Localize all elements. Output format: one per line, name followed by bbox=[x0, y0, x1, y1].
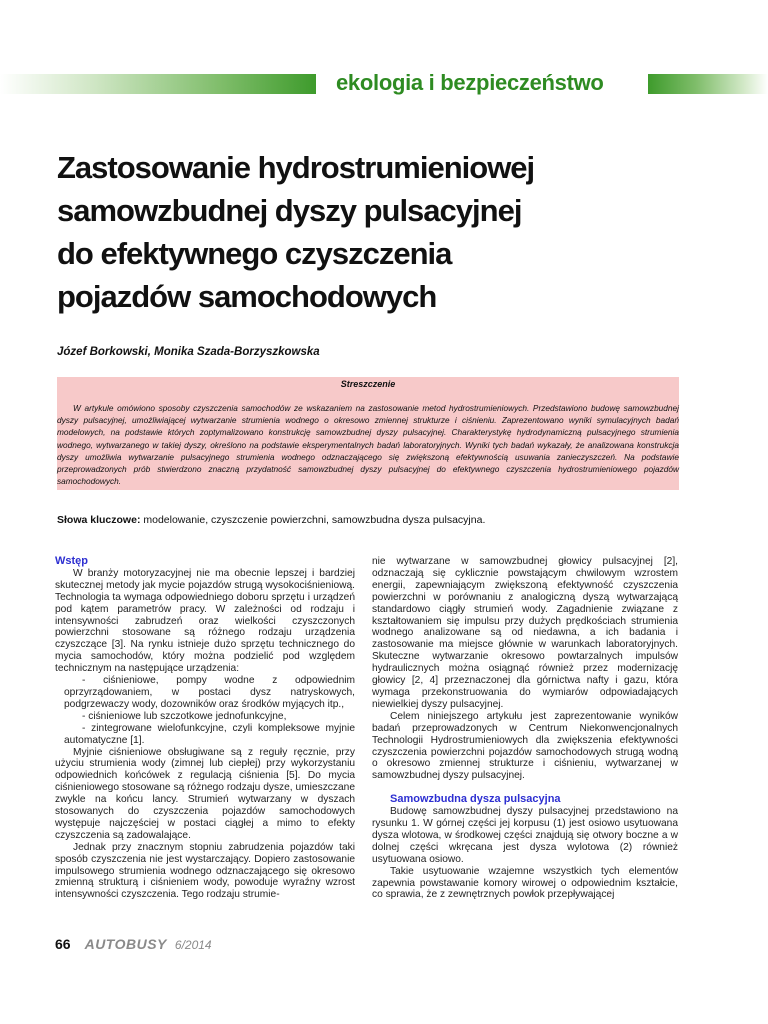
header-bar-left bbox=[0, 74, 316, 94]
abstract-text: W artykule omówiono sposoby czyszczenia samochodów ze wskazaniem na zastosowanie metod hydrostrumieniowych. Przedstawiono budowę samowzbudnej dyszy pulsacyjnej, umożliwiającej wytwarzanie strumienia wodnego o okresowo zmiennej strukturze i ciśnieniu. Zaprezentowano wyniki symulacyjnych badań modelowych, na podstawie których zoptymalizowano konstrukcję samowzbudnej dyszy pulsacyjnej. Charakterystykę hydrodynamiczną pulsacyjnego strumienia wodnego, wytwarzanego w takiej dyszy, określono na podstawie eksperymentalnych badań laboratoryjnych. Wyniki tych badań wykazały, że analizowana konstrukcja dyszy umożliwia wytwarzanie pulsacyjnego strumienia wodnego odznaczającego się zwiększoną efektywnością usuwania zanieczyszczeń. Na podstawie przeprowadzonych prób stwierdzono znaczną przydatność samowzbudnej dyszy pulsacyjnej do efektywnego czyszczenia hydrostrumieniowego pojazdów samochodowych. bbox=[57, 403, 679, 487]
paragraph: Takie usytuowanie wzajemne wszystkich tych elementów zapewnia powstawanie komory wirowej o odpowiednim kształcie, co sprawia, że z zewnętrznych powłok przepływającej bbox=[372, 865, 678, 901]
magazine-name: AUTOBUSY bbox=[84, 936, 167, 952]
section-heading-nozzle: Samowzbudna dysza pulsacyjna bbox=[390, 793, 561, 806]
title-line: do efektywnego czyszczenia bbox=[57, 236, 452, 271]
issue-number: 6/2014 bbox=[174, 938, 212, 952]
title-line: Zastosowanie hydrostrumieniowej bbox=[57, 150, 535, 185]
authors: Józef Borkowski, Monika Szada-Borzyszkowska bbox=[57, 346, 320, 358]
paragraph: Myjnie ciśnieniowe obsługiwane są z reguły ręcznie, przy użyciu strumienia wody (zimnej lub ciepłej) przy wykorzystaniu odpowiednich końcówek z regulacją ciśnienia [5]. Do mycia ciśnieniowego stosowane są różnego rodzaju dysze, umieszczane zwykle na końcu lancy. Strumień wytwarzany w dyszach stosowanych do czyszczenia pojazdów samochodowych występuje najczęściej w postaci ciągłej a mimo to efekty czyszczenia są zadowalające. bbox=[55, 746, 355, 841]
keywords bbox=[57, 514, 697, 526]
title-line: pojazdów samochodowych bbox=[57, 279, 437, 314]
left-column bbox=[55, 556, 355, 901]
paragraph: Celem niniejszego artykułu jest zaprezentowanie wyników badań przeprowadzonych w Centrum Niekonwencjonalnych Technologii Hydrostrumieniowych dla zwiększenia efektywności czyszczenia powierzchni pojazdów samochodowych strugą wodną o okresowo zmiennej strukturze i ciśnieniu, wytwarzanej w samowzbudnej dyszy pulsacyjnej. bbox=[372, 710, 678, 782]
paragraph: nie wytwarzane w samowzbudnej głowicy pulsacyjnej [2], odznaczają się cyklicznie powstającym chwilowym wzrostem energii, zapewniającym zwiększoną efektywność czyszczenia powierzchni w porównaniu z analogiczną dyszą wytwarzającą standardowo ciągły strumień wody. Zagadnienie związane z kształtowaniem się impulsu przy dużych prędkościach strumienia wodnego analizowane są od niedawna, a ich badania i zastosowanie ma miejsce głównie w warunkach laboratoryjnych. Skuteczne wytwarzanie okresowo powtarzalnych impulsów hydraulicznych można osiągnąć również przez modernizację głowicy [2, 4] przeznaczonej dla górnictwa nafty i gazu, która wymaga przekonstruowania do wymiarów odpowiadających niewielkiej dyszy pulsacyjnej. bbox=[372, 556, 678, 710]
paragraph: Jednak przy znacznym stopniu zabrudzenia pojazdów taki sposób czyszczenia nie jest wystarczający. Dopiero zastosowanie impulsowego strumienia wodnego odznaczającego się okresowo zmienną strukturą i ciśnieniem wody, powoduje wyraźny wzrost intensywności czyszczenia. Tego rodzaju strumie- bbox=[55, 841, 355, 901]
list-item: - ciśnieniowe, pompy wodne z odpowiednim oprzyrządowaniem, w postaci dysz natryskowych, podgrzewaczy wody, dozowników oraz środków myjących itp., bbox=[64, 675, 355, 710]
right-column bbox=[372, 556, 678, 901]
keywords-text: modelowanie, czyszczenie powierzchni, samowzbudna dysza pulsacyjna. bbox=[140, 514, 486, 526]
section-label: ekologia i bezpieczeństwo bbox=[336, 70, 604, 95]
paragraph: W branży motoryzacyjnej nie ma obecnie lepszej i bardziej skutecznej metody jak mycie pojazdów strugą wysokociśnieniową. Technologia ta wymaga odpowiedniego doboru sprzętu i urządzeń pod kątem parametrów pracy. W zależności od rodzaju i intensywności zabrudzeń oraz wielkości czyszczonych powierzchni stosowane są różnego rodzaju urządzenia czyszczące [3]. Na rynku istnieje dużo sprzętu technicznego do mycia samochodów, który można podzielić pod względem technicznym na następujące urządzenia: bbox=[55, 567, 355, 675]
article-title bbox=[57, 146, 577, 318]
keywords-label: Słowa kluczowe: bbox=[57, 514, 141, 526]
page-footer bbox=[55, 936, 212, 954]
page-number: 66 bbox=[55, 936, 71, 952]
header-bar-right bbox=[648, 74, 768, 94]
section-heading-intro: Wstęp bbox=[55, 555, 88, 567]
paragraph: Budowę samowzbudnej dyszy pulsacyjnej przedstawiono na rysunku 1. W górnej części jej korpusu (1) jest osiowo usytuowana dysza wlotowa, w środkowej części znajdują się otwory boczne a w dolnej części wkręcana jest dysza wylotowa (2) również usytuowana osiowo. bbox=[372, 806, 678, 865]
list-item: - zintegrowane wielofunkcyjne, czyli kompleksowe myjnie automatyczne [1]. bbox=[64, 722, 355, 746]
title-line: samowzbudnej dyszy pulsacyjnej bbox=[57, 193, 522, 228]
list-item: - ciśnieniowe lub szczotkowe jednofunkcyjne, bbox=[82, 710, 287, 722]
abstract-heading: Streszczenie bbox=[340, 379, 396, 389]
abstract-box bbox=[57, 377, 679, 490]
